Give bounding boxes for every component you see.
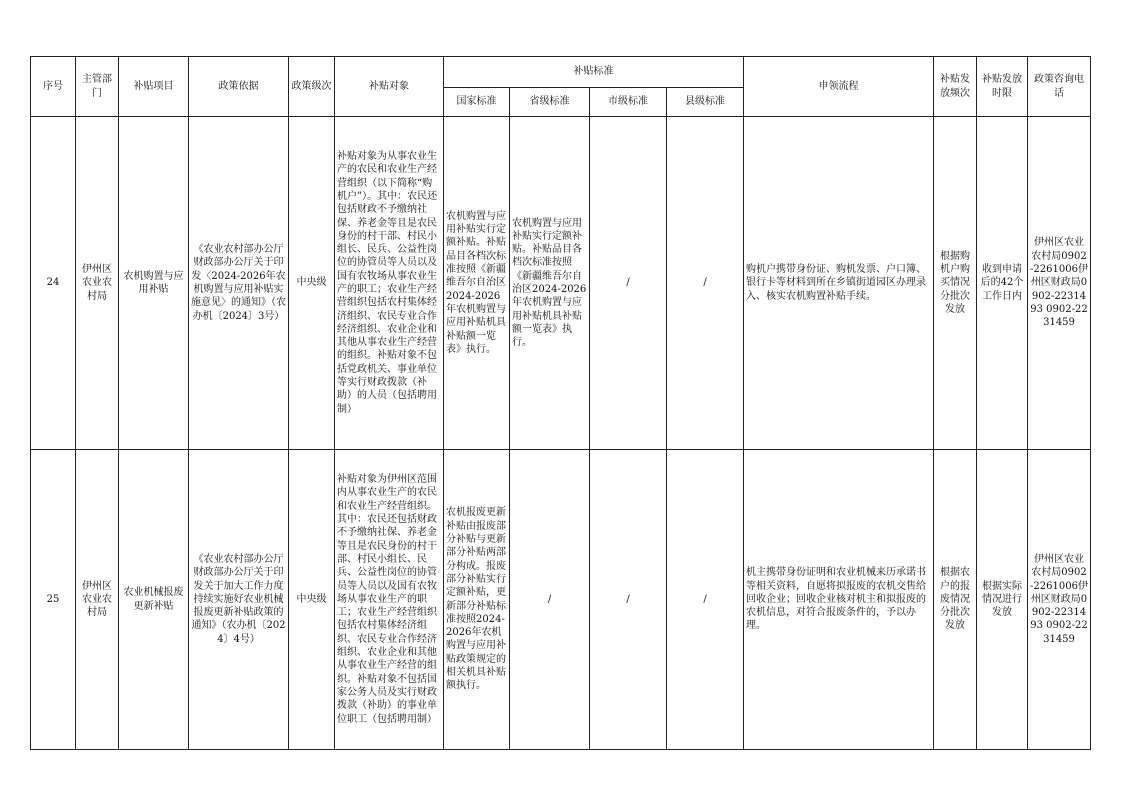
cell-target: 补贴对象为从事农业生产的农民和农业生产经营组织（以下简称“购机户”）。其中：农民还包括财政不予缴纳社保、养老金等且是农民身份的村干部、村民小组长、民兵、公益性岗位的协管员等人员以及国有农牧场从事农业生产的职工；农业生产经营组织包括农村集体经济组织、农民专业合作经济组织、农业企业和其他从事农业生产经营的组织。补贴对象不包括党政机关、事业单位等实行财政拨款（补助）的人员（包括聘用制） — [335, 117, 444, 450]
cell-county: / — [667, 117, 744, 450]
header-national: 国家标准 — [444, 88, 510, 117]
header-row-1 — [31, 57, 1091, 88]
header-item: 补贴项目 — [119, 57, 189, 117]
cell-provincial: / — [510, 450, 590, 750]
cell-frequency: 根据购机户购买情况分批次发放 — [934, 117, 977, 450]
table-row — [31, 450, 1091, 750]
cell-process: 机主携带身份证明和农业机械来历承诺书等相关资料，自愿将拟报废的农机交售给回收企业；回收企业核对机主和拟报废的农机信息，对符合报废条件的，予以办理。 — [744, 450, 934, 750]
header-standard: 补贴标准 — [444, 57, 744, 88]
table-row — [31, 117, 1091, 450]
cell-target: 补贴对象为伊州区范围内从事农业生产的农民和农业生产经营组织。其中：农民还包括财政不予缴纳社保、养老金等且是农民身份的村干部、村民小组长、民兵、公益性岗位的协管员等人员以及国有农牧场从事农业生产的职工；农业生产经营组织包括农村集体经济组织、农民专业合作经济组织、农业企业和其他从事农业生产经营的组织。补贴对象不包括国家公务人员及实行财政拨款（补助）的事业单位职工（包括聘用制） — [335, 450, 444, 750]
header-seq: 序号 — [31, 57, 76, 117]
cell-city: / — [590, 450, 667, 750]
header-deadline: 补贴发放时限 — [977, 57, 1028, 117]
header-phone: 政策咨询电话 — [1028, 57, 1091, 117]
cell-dept: 伊州区农业农村局 — [76, 450, 119, 750]
cell-deadline: 根据实际情况进行发放 — [977, 450, 1028, 750]
header-county: 县级标准 — [667, 88, 744, 117]
cell-item: 农机购置与应用补贴 — [119, 117, 189, 450]
cell-provincial: 农机购置与应用补贴实行定额补贴。补贴品目各档次标准按照《新疆维吾尔自治区2024-2026年农机购置与应用补贴机具补贴额一览表》执行。 — [510, 117, 590, 450]
cell-seq: 25 — [31, 450, 76, 750]
cell-frequency: 根据农户的报废情况分批次发放 — [934, 450, 977, 750]
cell-national: 农机购置与应用补贴实行定额补贴。补贴品目各档次标准按照《新疆维吾尔自治区2024-2026年农机购置与应用补贴机具补贴额一览表》执行。 — [444, 117, 510, 450]
cell-national: 农机报废更新补贴由报废部分补贴与更新部分补贴两部分构成。报废部分补贴实行定额补贴，更新部分补贴标准按照2024-2026年农机购置与应用补贴政策规定的相关机具补贴额执行。 — [444, 450, 510, 750]
cell-phone: 伊州区农业农村局0902-2261006伊州区财政局0902-2231493 0902-2231459 — [1028, 450, 1091, 750]
cell-county: / — [667, 450, 744, 750]
cell-level: 中央级 — [289, 450, 335, 750]
cell-item: 农业机械报废更新补贴 — [119, 450, 189, 750]
header-provincial: 省级标准 — [510, 88, 590, 117]
header-process: 申领流程 — [744, 57, 934, 117]
cell-dept: 伊州区农业农村局 — [76, 117, 119, 450]
header-level: 政策级次 — [289, 57, 335, 117]
header-basis: 政策依据 — [189, 57, 289, 117]
header-dept: 主管部门 — [76, 57, 119, 117]
header-frequency: 补贴发放频次 — [934, 57, 977, 117]
cell-seq: 24 — [31, 117, 76, 450]
cell-level: 中央级 — [289, 117, 335, 450]
cell-phone: 伊州区农业农村局0902-2261006伊州区财政局0902-2231493 0902-2231459 — [1028, 117, 1091, 450]
cell-city: / — [590, 117, 667, 450]
cell-basis: 《农业农村部办公厅 财政部办公厅关于印发关于加大工作力度持续实施好农业机械报废更新补贴政策的通知》（农办机〔2024〕4号） — [189, 450, 289, 750]
header-target: 补贴对象 — [335, 57, 444, 117]
cell-basis: 《农业农村部办公厅 财政部办公厅关于印发〈2024-2026年农机购置与应用补贴实施意见〉的通知》（农办机〔2024〕3号） — [189, 117, 289, 450]
cell-deadline: 收到申请后的42个工作日内 — [977, 117, 1028, 450]
header-city: 市级标准 — [590, 88, 667, 117]
subsidy-policy-table — [30, 56, 1091, 750]
cell-process: 购机户携带身份证、购机发票、户口簿、银行卡等材料到所在乡镇街道园区办理录入、核实农机购置补贴手续。 — [744, 117, 934, 450]
